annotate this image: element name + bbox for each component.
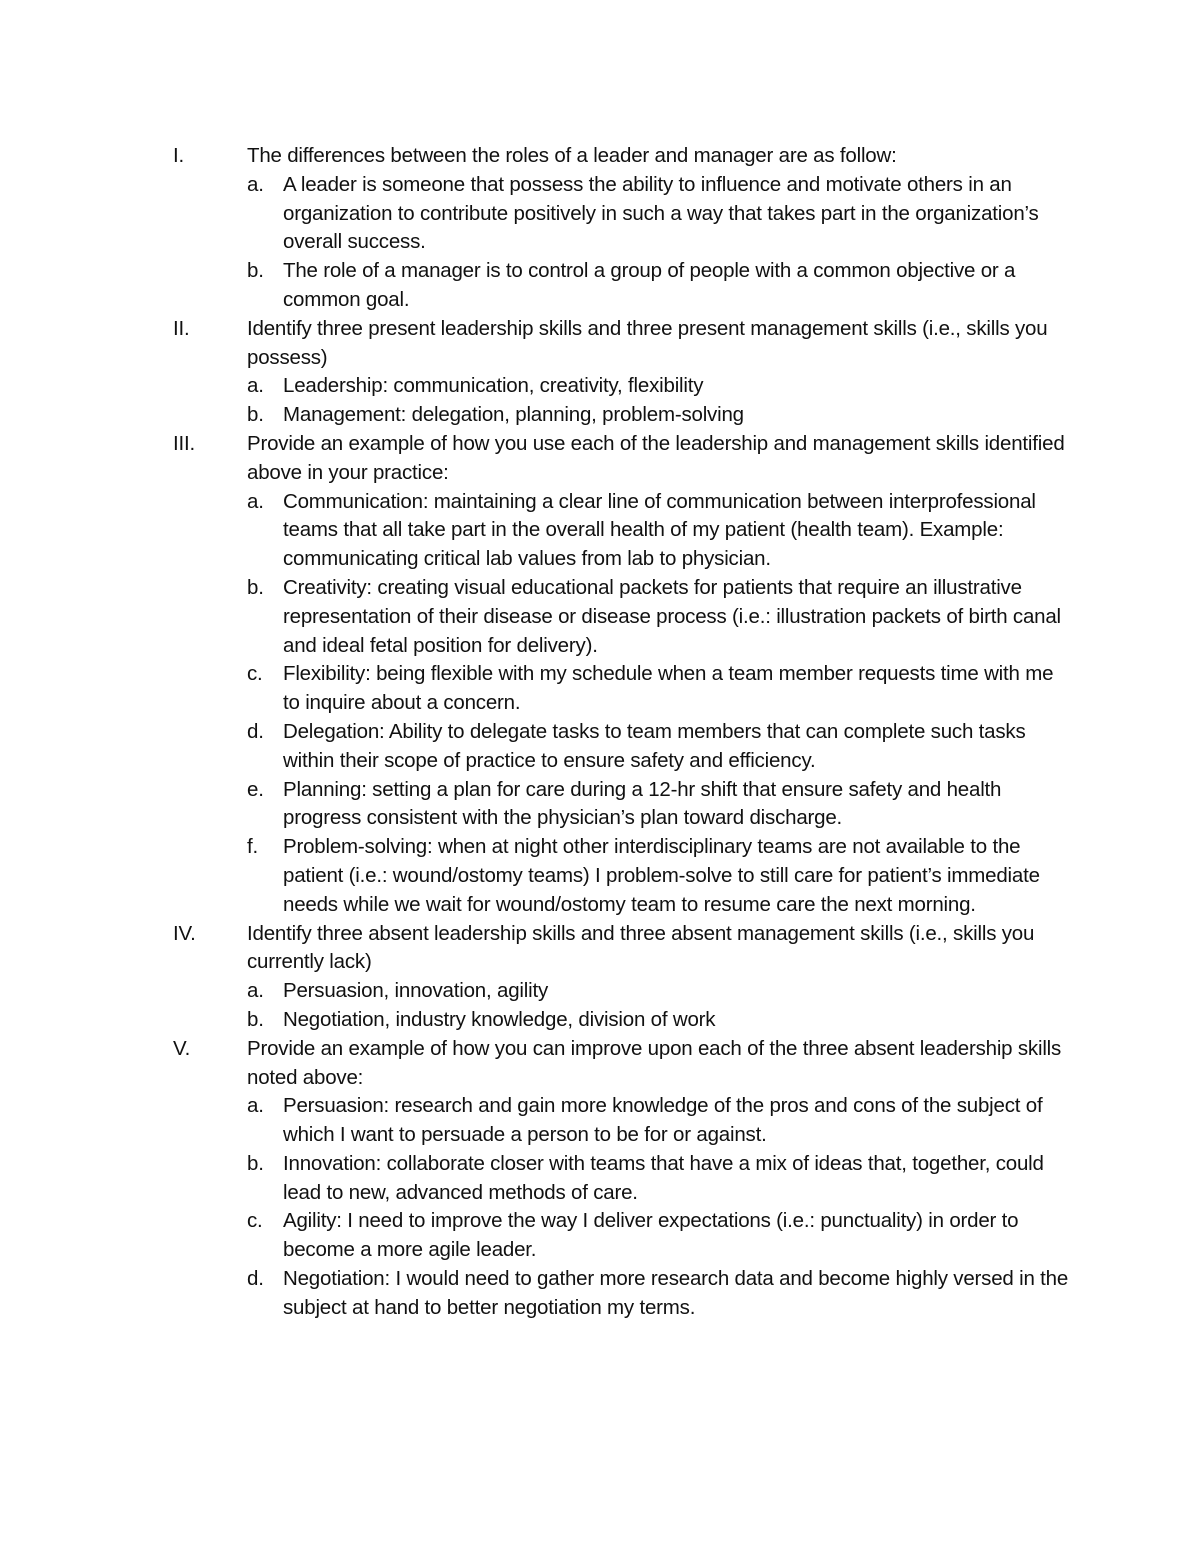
item-letter: b. — [247, 403, 264, 427]
item-letter: d. — [247, 1267, 264, 1291]
item-letter: e. — [247, 777, 264, 801]
item-letter: b. — [247, 1151, 264, 1175]
list-item — [247, 1006, 1073, 1035]
list-item — [247, 1092, 1073, 1150]
item-text: Communication: maintaining a clear line of communication between interprofessional teams that all take part in the overall health of my patient (health team). Example: communicating critical lab values from lab to physician. — [283, 489, 1036, 571]
list-item — [247, 372, 1073, 401]
item-letter: b. — [247, 259, 264, 283]
item-text: Planning: setting a plan for care during a 12-hr shift that ensure safety and health progress consistent with the physician’s plan toward discharge. — [283, 777, 1002, 830]
item-text: The role of a manager is to control a group of people with a common objective or a common goal. — [283, 259, 1016, 311]
section-body — [247, 142, 1073, 315]
outline-section-5 — [173, 1035, 1073, 1323]
item-text: Leadership: communication, creativity, flexibility — [283, 374, 704, 398]
outline-section-2 — [173, 315, 1073, 430]
item-text: Flexibility: being flexible with my schedule when a team member requests time with me to inquire about a concern. — [283, 662, 1054, 715]
item-letter: b. — [247, 575, 264, 599]
item-letter: c. — [247, 662, 263, 686]
item-text: Persuasion: research and gain more knowledge of the pros and cons of the subject of which I want to persuade a person to be for or against. — [283, 1094, 1043, 1147]
item-text: Negotiation: I would need to gather more research data and become highly versed in the subject at hand to better negotiation my terms. — [283, 1267, 1069, 1319]
section-numeral: I. — [173, 144, 184, 167]
item-text: Agility: I need to improve the way I deliver expectations (i.e.: punctuality) in order to become a more agile leader. — [283, 1209, 1019, 1262]
section-body — [247, 315, 1073, 430]
outline-section-1 — [173, 142, 1073, 315]
section-body — [247, 920, 1073, 1035]
item-letter: d. — [247, 719, 264, 743]
list-item — [247, 401, 1073, 430]
section-body — [247, 1035, 1073, 1323]
item-letter: b. — [247, 1007, 264, 1031]
item-text: Negotiation, industry knowledge, division of work — [283, 1007, 716, 1031]
item-letter: f. — [247, 835, 258, 859]
item-letter: a. — [247, 979, 264, 1003]
item-text: Persuasion, innovation, agility — [283, 979, 549, 1003]
item-letter: c. — [247, 1209, 263, 1233]
item-text: Problem-solving: when at night other interdisciplinary teams are not available to the patient (i.e.: wound/ostomy teams) I problem-solve to still care for patient’s immediate needs while we wait for wound/ostomy team to resume care the next morning. — [283, 835, 1040, 916]
section-numeral: IV. — [173, 921, 196, 945]
item-text: Delegation: Ability to delegate tasks to team members that can complete such tasks within their scope of practice to ensure safety and efficiency. — [283, 719, 1026, 772]
outline-section-3 — [173, 430, 1073, 920]
list-item — [247, 1265, 1073, 1323]
section-heading: Identify three present leadership skills and three present management skills (i.e., skills you possess) — [247, 316, 1048, 369]
list-item — [247, 776, 1073, 834]
list-item — [247, 833, 1073, 919]
list-item — [247, 660, 1073, 718]
item-letter: a. — [247, 374, 264, 398]
section-numeral: V. — [173, 1036, 191, 1060]
list-item — [247, 1150, 1073, 1208]
list-item — [247, 718, 1073, 776]
list-item — [247, 488, 1073, 574]
item-letter: a. — [247, 1094, 264, 1118]
item-text: Innovation: collaborate closer with teams that have a mix of ideas that, together, could lead to new, advanced methods of care. — [283, 1151, 1044, 1204]
section-heading: Identify three absent leadership skills and three absent management skills (i.e., skills you currently lack) — [247, 921, 1035, 974]
section-heading: Provide an example of how you can improve upon each of the three absent leadership skills noted above: — [247, 1036, 1062, 1089]
outline-list — [173, 142, 1073, 1323]
item-letter: a. — [247, 172, 264, 196]
section-numeral: III. — [173, 431, 195, 455]
item-text: Creativity: creating visual educational packets for patients that require an illustrative representation of their disease or disease process (i.e.: illustration packets of birth canal and ideal fetal position for delivery). — [283, 575, 1061, 657]
section-numeral: II. — [173, 316, 190, 340]
item-text: Management: delegation, planning, problem-solving — [283, 403, 744, 427]
item-text: A leader is someone that possess the ability to influence and motivate others in an organization to contribute positively in such a way that takes part in the organization’s overall success. — [283, 172, 1039, 254]
list-item — [247, 257, 1073, 315]
list-item — [247, 977, 1073, 1006]
section-heading: The differences between the roles of a leader and manager are as follow: — [247, 144, 897, 167]
list-item — [247, 1207, 1073, 1265]
outline-section-4 — [173, 920, 1073, 1035]
item-letter: a. — [247, 489, 264, 513]
section-body — [247, 430, 1073, 920]
list-item — [247, 171, 1073, 257]
section-heading: Provide an example of how you use each of the leadership and management skills identified above in your practice: — [247, 431, 1065, 484]
list-item — [247, 574, 1073, 660]
